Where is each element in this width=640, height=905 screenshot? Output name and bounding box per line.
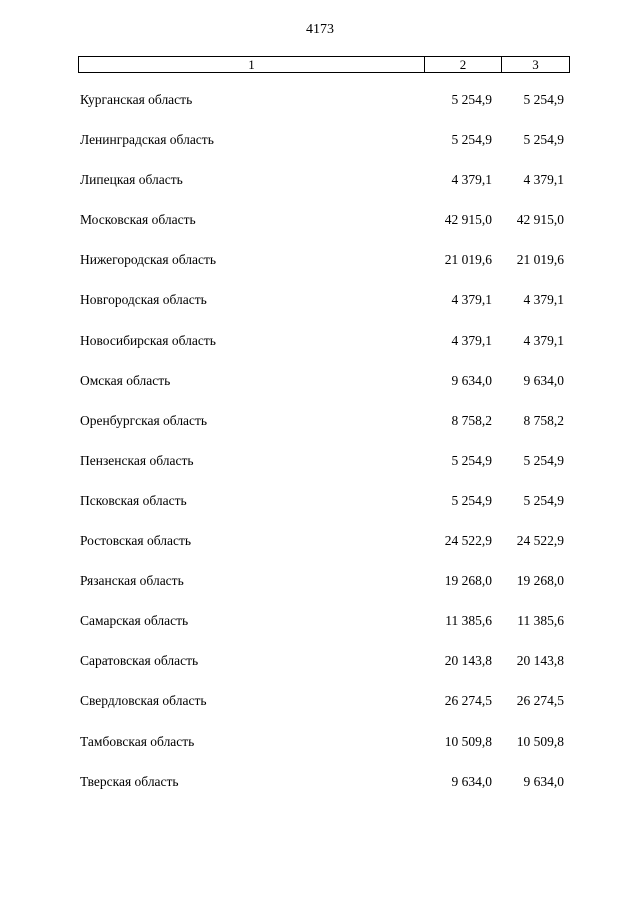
value-col-2: 5 254,9 — [451, 132, 492, 148]
header-col-3: 3 — [501, 57, 569, 72]
value-col-3: 11 385,6 — [517, 613, 564, 629]
region-name: Псковская область — [80, 492, 187, 508]
value-col-3: 8 758,2 — [523, 412, 564, 428]
value-col-2: 10 509,8 — [444, 733, 492, 749]
value-col-2: 4 379,1 — [451, 172, 492, 188]
table-row — [0, 371, 640, 411]
table-row — [0, 331, 640, 371]
region-name: Липецкая область — [80, 172, 183, 188]
value-col-3: 19 268,0 — [516, 573, 564, 589]
page-number: 4173 — [306, 22, 334, 37]
value-col-3: 5 254,9 — [523, 492, 564, 508]
value-col-3: 20 143,8 — [516, 653, 564, 669]
table-row — [0, 250, 640, 290]
value-col-2: 8 758,2 — [451, 412, 492, 428]
region-name: Московская область — [80, 212, 196, 228]
value-col-3: 21 019,6 — [516, 252, 564, 268]
value-col-2: 11 385,6 — [445, 613, 492, 629]
region-name: Пензенская область — [80, 452, 194, 468]
table-row — [0, 130, 640, 170]
value-col-3: 26 274,5 — [516, 693, 564, 709]
region-name: Омская область — [80, 372, 171, 388]
value-col-2: 9 634,0 — [451, 773, 492, 789]
value-col-3: 4 379,1 — [523, 172, 564, 188]
table-row — [0, 732, 640, 772]
region-name: Самарская область — [80, 613, 189, 629]
value-col-3: 9 634,0 — [523, 773, 564, 789]
region-name: Ростовская область — [80, 533, 191, 549]
value-col-2: 42 915,0 — [444, 212, 492, 228]
region-name: Саратовская область — [80, 653, 199, 669]
table-row — [0, 170, 640, 210]
value-col-2: 9 634,0 — [451, 372, 492, 388]
table-row — [0, 90, 640, 130]
table-row — [0, 290, 640, 330]
table-row — [0, 491, 640, 531]
region-name: Рязанская область — [80, 573, 184, 589]
value-col-2: 4 379,1 — [451, 332, 492, 348]
table-row — [0, 411, 640, 451]
value-col-2: 5 254,9 — [451, 492, 492, 508]
table-body — [0, 90, 640, 812]
header-col-1: 1 — [248, 57, 255, 72]
region-name: Свердловская область — [80, 693, 207, 709]
value-col-2: 5 254,9 — [451, 92, 492, 107]
region-name: Оренбургская область — [80, 412, 208, 428]
value-col-2: 5 254,9 — [451, 452, 492, 468]
region-name: Тверская область — [80, 773, 179, 789]
region-name: Новгородская область — [80, 292, 207, 308]
table-row — [0, 210, 640, 250]
value-col-3: 42 915,0 — [516, 212, 564, 228]
value-col-3: 4 379,1 — [523, 292, 564, 308]
value-col-3: 5 254,9 — [523, 92, 564, 107]
value-col-3: 5 254,9 — [523, 452, 564, 468]
table-row — [0, 571, 640, 611]
table-row — [0, 691, 640, 731]
region-name: Ленинградская область — [80, 132, 214, 148]
table-row — [0, 772, 640, 812]
value-col-2: 21 019,6 — [444, 252, 492, 268]
value-col-3: 5 254,9 — [523, 132, 564, 148]
header-col-2: 2 — [424, 57, 501, 72]
table-row — [0, 531, 640, 571]
value-col-2: 4 379,1 — [451, 292, 492, 308]
region-name: Курганская область — [80, 92, 193, 107]
region-name: Тамбовская область — [80, 733, 195, 749]
value-col-2: 26 274,5 — [444, 693, 492, 709]
value-col-2: 19 268,0 — [444, 573, 492, 589]
value-col-2: 20 143,8 — [444, 653, 492, 669]
value-col-2: 24 522,9 — [444, 533, 492, 549]
value-col-3: 4 379,1 — [523, 332, 564, 348]
table-header — [78, 56, 570, 73]
table-row — [0, 611, 640, 651]
region-name: Новосибирская область — [80, 332, 216, 348]
table-row — [0, 451, 640, 491]
table-row — [0, 651, 640, 691]
value-col-3: 9 634,0 — [523, 372, 564, 388]
region-name: Нижегородская область — [80, 252, 217, 268]
value-col-3: 24 522,9 — [516, 533, 564, 549]
value-col-3: 10 509,8 — [516, 733, 564, 749]
